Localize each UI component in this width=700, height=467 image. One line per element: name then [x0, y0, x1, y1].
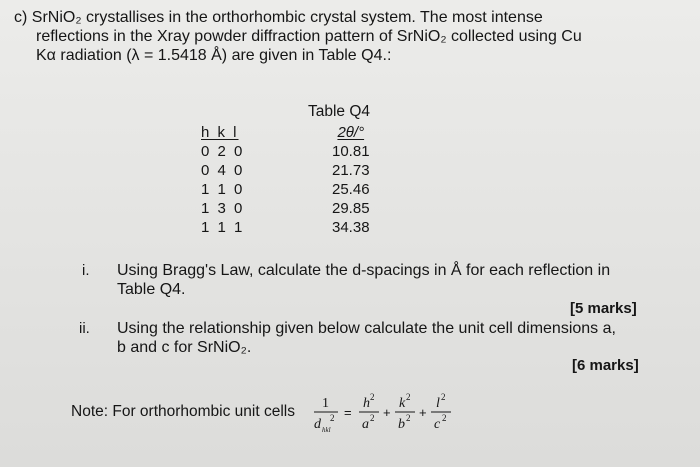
intro-line-3: Kα radiation (λ = 1.5418 Å) are given in Table Q4.:: [36, 47, 392, 64]
two-theta-cell: 25.46: [332, 181, 370, 198]
formula-a: a: [362, 417, 369, 432]
orthorhombic-formula: [313, 390, 463, 440]
part-text: [117, 261, 610, 299]
part-line: Table Q4.: [117, 281, 186, 298]
formula-k: k: [399, 396, 406, 411]
formula-c: c: [434, 417, 441, 432]
hkl-cell: 1 3 0: [201, 200, 245, 217]
part-number: i.: [82, 262, 90, 279]
formula-plus: +: [383, 405, 391, 420]
part-line: Using Bragg's Law, calculate the d-spacings in Å for each reflection in: [117, 262, 611, 279]
formula-k-sup: 2: [406, 392, 411, 402]
formula-numerator-one: 1: [322, 396, 329, 411]
formula-d: d: [314, 417, 321, 432]
note-label: Note: For orthorhombic unit cells: [71, 403, 295, 420]
intro-line-2: reflections in the Xray powder diffraction pattern of SrNiO₂ collected using Cu: [36, 28, 582, 45]
table-title: Table Q4: [308, 103, 371, 120]
two-theta-cell: 34.38: [332, 219, 370, 236]
part-text: [117, 319, 616, 357]
formula-plus: +: [419, 405, 427, 420]
formula-l-sup: 2: [441, 392, 446, 402]
part-number: ii.: [79, 320, 90, 337]
hkl-cell: 0 2 0: [201, 143, 245, 160]
two-theta-header: 2θ/°: [337, 124, 365, 141]
hkl-cell: 1 1 0: [201, 181, 245, 198]
formula-l: l: [436, 396, 440, 411]
part-line: Using the relationship given below calculate the unit cell dimensions a,: [117, 320, 616, 337]
hkl-header: h k l: [201, 124, 239, 141]
hkl-cell: 0 4 0: [201, 162, 245, 179]
hkl-cell: 1 1 1: [201, 219, 245, 236]
two-theta-cell: 21.73: [332, 162, 370, 179]
formula-d-sup: 2: [330, 413, 335, 423]
two-theta-cell: 29.85: [332, 200, 370, 217]
formula-equals: =: [344, 405, 352, 420]
question-intro: [14, 8, 582, 65]
part-line: b and c for SrNiO₂.: [117, 339, 252, 356]
formula-a-sup: 2: [370, 413, 375, 423]
formula-h-sup: 2: [370, 392, 375, 402]
formula-b-sup: 2: [406, 413, 411, 423]
formula-h: h: [363, 396, 370, 411]
table-column-hkl: [201, 123, 244, 237]
intro-line-1: c) SrNiO₂ crystallises in the orthorhombic crystal system. The most intense: [14, 9, 543, 26]
marks-label: [6 marks]: [572, 357, 639, 374]
formula-c-sup: 2: [442, 413, 447, 423]
formula-svg: [313, 390, 463, 442]
formula-b: b: [398, 417, 405, 432]
table-column-two-theta: [332, 123, 370, 237]
two-theta-cell: 10.81: [332, 143, 370, 160]
marks-label: [5 marks]: [570, 300, 637, 317]
formula-d-sub: hkl: [322, 426, 331, 434]
